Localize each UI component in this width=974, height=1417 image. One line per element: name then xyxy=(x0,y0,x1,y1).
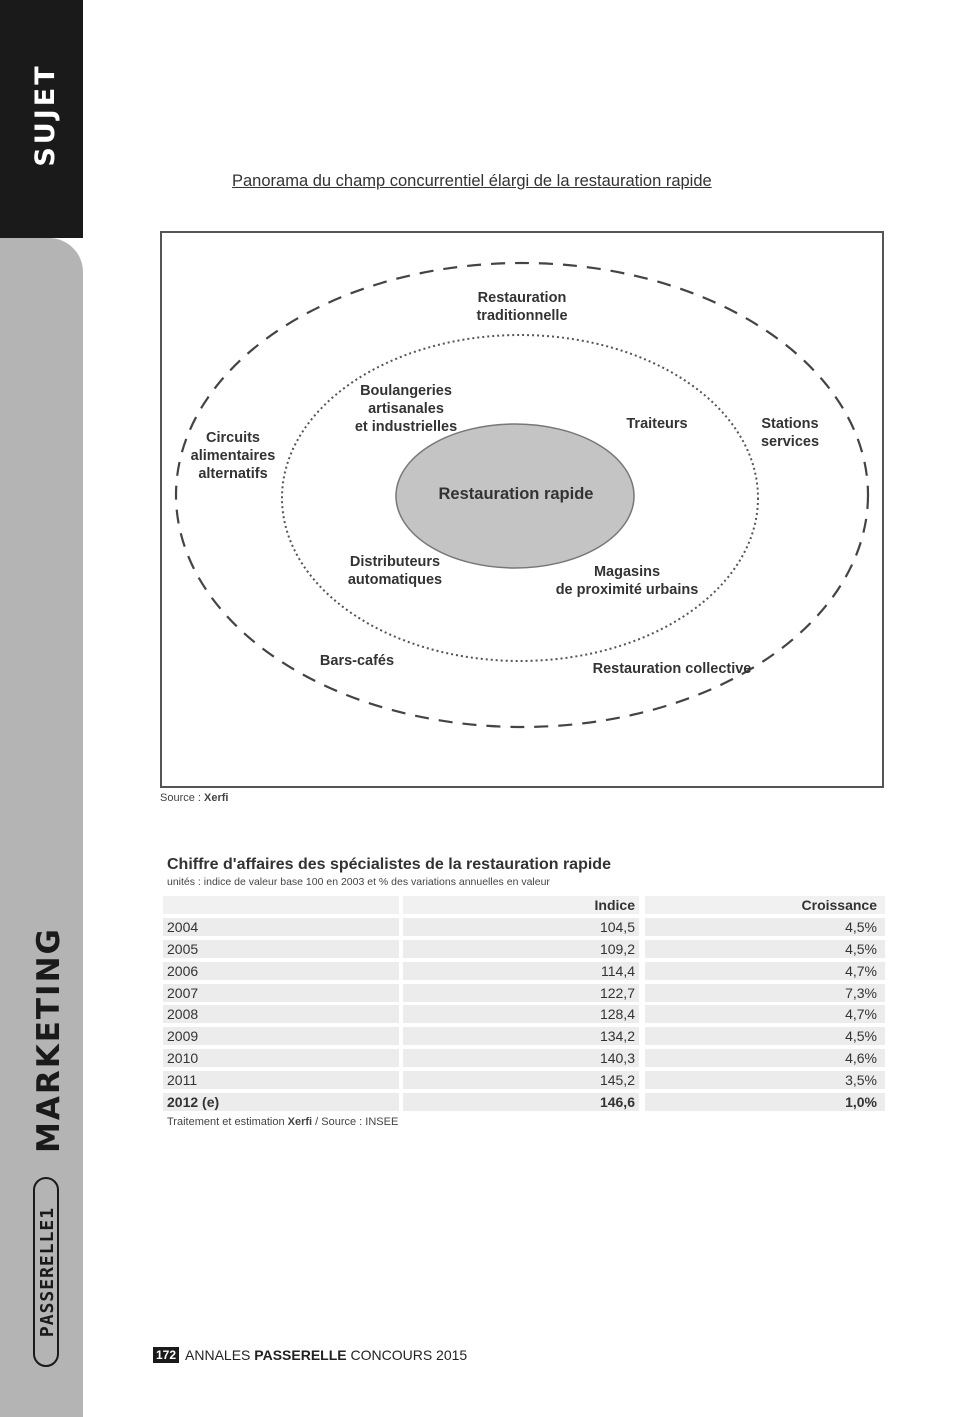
footer-brand: PASSERELLE xyxy=(254,1347,347,1363)
cell-growth: 4,6% xyxy=(645,1049,885,1067)
label-distributeurs: Distributeurs automatiques xyxy=(347,554,443,588)
label-circuits: Circuits alimentaires alternatifs xyxy=(190,430,276,482)
cell-index: 104,5 xyxy=(403,918,639,936)
figure-title: Panorama du champ concurrentiel élargi de la restauration rapide xyxy=(232,172,712,190)
cell-index: 146,6 xyxy=(403,1093,639,1111)
center-label: Restauration rapide xyxy=(438,485,594,503)
header-growth: Croissance xyxy=(645,896,885,914)
table-row xyxy=(163,1003,885,1025)
brand-logo: PASSERELLE1 xyxy=(33,1177,59,1367)
label-restauration-collective: Restauration collective xyxy=(592,661,752,677)
cell-index: 128,4 xyxy=(403,1005,639,1023)
cell-growth: 7,3% xyxy=(645,984,885,1002)
table-header-row xyxy=(163,894,885,916)
table-row xyxy=(163,1047,885,1069)
table-row xyxy=(163,938,885,960)
cell-growth: 4,5% xyxy=(645,940,885,958)
cell-growth: 3,5% xyxy=(645,1071,885,1089)
section-label: SUJET xyxy=(30,63,61,167)
cell-index: 109,2 xyxy=(403,940,639,958)
cell-growth: 4,5% xyxy=(645,1027,885,1045)
page-footer xyxy=(153,1347,467,1363)
cell-year: 2012 (e) xyxy=(163,1093,399,1111)
figure-source: Source : Xerfi xyxy=(160,792,229,804)
cell-year: 2007 xyxy=(163,984,399,1002)
table-row xyxy=(163,982,885,1004)
data-table xyxy=(163,894,885,1113)
label-stations-services: Stations services xyxy=(760,416,820,450)
table-source: Traitement et estimation Xerfi / Source : INSEE xyxy=(167,1116,399,1128)
diagram-frame xyxy=(160,231,884,788)
footer-suffix: CONCOURS 2015 xyxy=(346,1347,468,1363)
cell-index: 134,2 xyxy=(403,1027,639,1045)
page-number: 172 xyxy=(153,1347,179,1363)
cell-year: 2005 xyxy=(163,940,399,958)
table-row xyxy=(163,1025,885,1047)
cell-year: 2008 xyxy=(163,1005,399,1023)
cell-growth: 4,7% xyxy=(645,1005,885,1023)
cell-index: 145,2 xyxy=(403,1071,639,1089)
subject-label: MARKETING xyxy=(31,927,67,1153)
cell-index: 140,3 xyxy=(403,1049,639,1067)
cell-year: 2011 xyxy=(163,1071,399,1089)
cell-index: 114,4 xyxy=(403,962,639,980)
cell-growth: 4,5% xyxy=(645,918,885,936)
label-boulangeries: Boulangeries artisanales et industrielles xyxy=(354,383,458,435)
footer-prefix: ANNALES xyxy=(185,1347,255,1363)
cell-growth: 4,7% xyxy=(645,962,885,980)
cell-year: 2009 xyxy=(163,1027,399,1045)
header-year xyxy=(163,896,399,914)
table-row xyxy=(163,960,885,982)
table-row xyxy=(163,916,885,938)
cell-year: 2004 xyxy=(163,918,399,936)
table-subtitle: unités : indice de valeur base 100 en 2003 et % des variations annuelles en valeur xyxy=(167,876,550,888)
cell-growth: 1,0% xyxy=(645,1093,885,1111)
header-index: Indice xyxy=(403,896,639,914)
cell-index: 122,7 xyxy=(403,984,639,1002)
label-bars-cafes: Bars-cafés xyxy=(319,653,395,669)
table-title: Chiffre d'affaires des spécialistes de la restauration rapide xyxy=(167,856,611,873)
label-magasins: Magasins de proximité urbains xyxy=(555,564,699,598)
label-traiteurs: Traiteurs xyxy=(626,416,688,432)
cell-year: 2010 xyxy=(163,1049,399,1067)
table-row xyxy=(163,1091,885,1113)
table-row xyxy=(163,1069,885,1091)
cell-year: 2006 xyxy=(163,962,399,980)
label-restauration-traditionnelle: Restauration traditionnelle xyxy=(476,290,568,324)
